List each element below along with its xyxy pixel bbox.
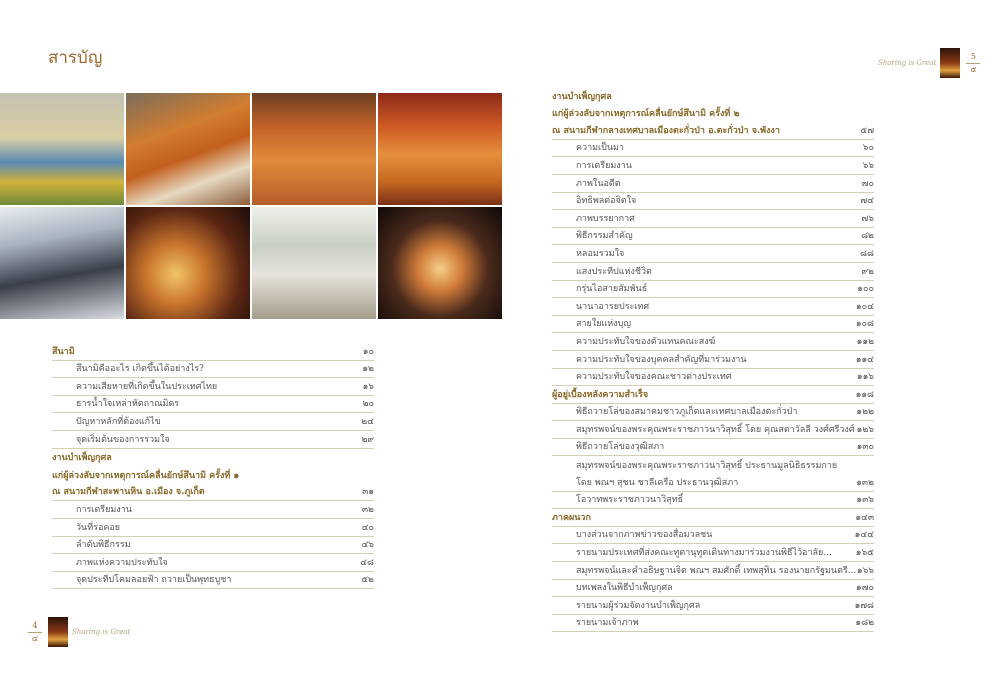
toc-entry-title: ความเสียหายที่เกิดขึ้นในประเทศไทย: [76, 381, 218, 392]
toc-entry-title: ปัญหาหลักที่ต้องแก้ไข: [76, 416, 161, 427]
toc-entry: [552, 157, 874, 175]
signature-text: Sharing is Great: [72, 628, 131, 636]
toc-entry-page: ๑๗๘: [854, 600, 874, 611]
toc-entry: [552, 351, 874, 369]
left-folio: [28, 617, 130, 647]
toc-entry-page: ๑๘๒: [855, 618, 874, 629]
toc-entry-title: แสงประทีปแห่งชีวิต: [576, 266, 652, 277]
toc-entry-title: งานบำเพ็ญกุศล: [552, 91, 612, 102]
toc-entry: [552, 281, 874, 299]
photo-monk-speaking: [126, 93, 250, 205]
page-num-thai: ๕: [970, 64, 977, 74]
toc-entry-page: ๑๖๖: [856, 565, 874, 576]
page-num-arabic: 5: [970, 51, 976, 61]
toc-entry-page: ๗๔: [860, 196, 874, 207]
toc-entry-title: งานบำเพ็ญกุศล: [52, 453, 112, 464]
toc-entry-page: ๗๐: [861, 178, 874, 189]
toc-entry: [52, 449, 374, 467]
signature-text: Sharing is Great: [878, 59, 937, 67]
toc-entry-title: รายนามผู้ร่วมจัดงานบำเพ็ญกุศล: [576, 600, 701, 611]
toc-entry-title: ความเป็นมา: [576, 143, 624, 154]
toc-entry-title: พิธีถวายโล่ของสมาคมชาวภูเก็ตและเทศบาลเมืองตะกั่วป่า: [576, 407, 798, 418]
page-num-arabic: 4: [32, 620, 38, 630]
toc-entry-title: จุดประทีปโคมลอยฟ้า ถวายเป็นพุทธบูชา: [76, 575, 232, 586]
toc-entry-page: ๕๗: [860, 125, 874, 136]
toc-entry: [552, 175, 874, 193]
toc-entry-page: ๓๑: [362, 487, 374, 498]
toc-entry-page: ๑๑๔: [855, 354, 874, 365]
toc-entry: [552, 474, 874, 492]
toc-entry: [52, 519, 374, 537]
toc-entry: [552, 298, 874, 316]
toc-entry: [552, 597, 874, 615]
photo-mourners: [252, 207, 376, 319]
toc-entry: [52, 466, 374, 484]
toc-entry: [52, 343, 374, 361]
toc-entry: [552, 87, 874, 105]
toc-entry-page: ๑๐๐: [857, 284, 874, 295]
toc-entry-title: ภาคผนวก: [552, 512, 591, 523]
toc-entry: [552, 193, 874, 211]
toc-entry-page: ๑๐: [362, 346, 374, 357]
toc-entry-title: สึนามิ: [52, 346, 75, 357]
toc-entry: [52, 396, 374, 414]
toc-entry-page: ๕๒: [361, 575, 374, 586]
folio-thumbnail: [940, 48, 960, 78]
toc-entry-title: ความประทับใจของตัวแทนคณะสงฆ์: [576, 336, 716, 347]
toc-entry-title: ภาพแห่งความประทับใจ: [76, 557, 168, 568]
toc-entry: [552, 580, 874, 598]
toc-entry-title: วันที่รอคอย: [76, 522, 121, 533]
toc-right-column: [552, 87, 874, 632]
toc-entry-title: ณ สนามกีฬากลางเทศบาลเมืองตะกั่วป่า อ.ตะกั่วป่า จ.พังงา: [552, 125, 780, 136]
toc-entry-title: ลำดับพิธีกรรม: [76, 540, 131, 551]
toc-entry-title: พิธีถวายโล่ของวุฒิสภา: [576, 442, 665, 453]
toc-entry: [52, 431, 374, 449]
photo-press-crowd: [0, 207, 124, 319]
toc-entry: [552, 527, 874, 545]
toc-entry-page: ๖๐: [862, 143, 874, 154]
toc-entry: [552, 333, 874, 351]
toc-entry-page: ๑๓๖: [856, 495, 874, 506]
toc-entry-title: การเตรียมงาน: [76, 504, 132, 515]
page-number-left: [28, 621, 42, 644]
toc-entry-title: ความประทับใจของคณะชาวต่างประเทศ: [576, 372, 732, 383]
toc-entry-page: ๒๙: [361, 434, 374, 445]
toc-entry-page: ๑๑๒: [856, 336, 874, 347]
toc-entry-page: ๑๖: [362, 381, 374, 392]
photo-ceremony-altar: [0, 93, 124, 205]
toc-entry-page: ๓๒: [361, 504, 374, 515]
page-num-thai: ๔: [31, 633, 39, 643]
page-title: สารบัญ: [48, 48, 103, 68]
toc-entry-page: ๑๗๐: [856, 583, 874, 594]
toc-entry: [552, 369, 874, 387]
toc-entry: [52, 554, 374, 572]
toc-entry: [552, 544, 874, 562]
toc-entry-title: ธารน้ำใจเหล่าหัตถาณมิตร: [76, 399, 180, 410]
toc-entry-page: ๑๖๕: [855, 548, 874, 559]
toc-entry: [552, 562, 874, 580]
toc-entry: [52, 361, 374, 379]
toc-entry-title: แก่ผู้ล่วงลับจากเหตุการณ์คลื่นยักษ์สึนามิ ครั้งที่ ๑: [52, 470, 240, 481]
toc-entry-title: แก่ผู้ล่วงลับจากเหตุการณ์คลื่นยักษ์สึนามิ ครั้งที่ ๒: [552, 109, 740, 120]
toc-entry-page: ๑๒: [362, 364, 374, 375]
toc-entry: [552, 210, 874, 228]
toc-entry: [552, 439, 874, 457]
toc-entry: [552, 509, 874, 527]
toc-entry: [552, 404, 874, 422]
toc-entry: [552, 245, 874, 263]
toc-entry: [552, 316, 874, 334]
photo-stadium-monks: [378, 93, 502, 205]
toc-entry: [552, 105, 874, 123]
toc-entry-title: รายนามประเทศที่ส่งคณะทูตานุทูตเดินทางมาร่วมงานพิธีไว้อาลัย...: [576, 548, 832, 559]
toc-entry-title: รายนามเจ้าภาพ: [576, 618, 639, 629]
toc-entry-page: ๙๒: [861, 266, 874, 277]
toc-left-column: [52, 343, 374, 589]
toc-entry: [552, 492, 874, 510]
toc-entry: [52, 572, 374, 590]
toc-entry-page: ๑๑๖: [856, 372, 874, 383]
toc-entry-page: ๑๒๖: [856, 424, 874, 435]
toc-entry: [552, 456, 874, 474]
toc-entry-title: ความประทับใจของบุคคลสำคัญที่มาร่วมงาน: [576, 354, 747, 365]
right-folio: [878, 48, 980, 78]
toc-entry: [52, 537, 374, 555]
toc-entry-title: สายใยแห่งบุญ: [576, 319, 631, 330]
toc-entry-title: พิธีกรรมสำคัญ: [576, 231, 633, 242]
toc-entry: [552, 421, 874, 439]
toc-entry-page: ๘๒: [861, 231, 874, 242]
toc-entry: [552, 140, 874, 158]
toc-entry-title: ภาพในอดีต: [576, 178, 621, 189]
toc-entry: [52, 413, 374, 431]
page-number-right: [966, 52, 980, 75]
toc-entry-page: ๑๔๔: [854, 530, 874, 541]
toc-entry-title: สึนามิคืออะไร เกิดขึ้นได้อย่างไร?: [76, 364, 204, 375]
folio-thumbnail: [48, 617, 68, 647]
toc-entry-page: ๑๔๓: [855, 512, 874, 523]
toc-entry-page: ๔๐: [361, 522, 374, 533]
toc-entry-page: ๑๑๘: [855, 389, 874, 400]
toc-entry-title: โอวาทพระราชภาวนาวิสุทธิ์: [576, 495, 684, 506]
toc-entry-title: บางส่วนจากภาพข่าวของสื่อมวลชน: [576, 530, 713, 541]
toc-entry-page: ๑๓๒: [856, 477, 874, 488]
toc-entry-title: บทเพลงในพิธีบำเพ็ญกุศล: [576, 583, 673, 594]
toc-entry-title: หลอมรวมใจ: [576, 248, 625, 259]
toc-entry-title: ณ สนามกีฬาสะพานหิน อ.เมือง จ.ภูเก็ต: [52, 487, 205, 498]
toc-entry: [52, 378, 374, 396]
toc-entry-page: ๑๐๔: [855, 301, 874, 312]
toc-entry: [552, 263, 874, 281]
toc-entry-title: จุดเริ่มต้นของการรวมใจ: [76, 434, 170, 445]
toc-entry-page: ๒๔: [361, 416, 374, 427]
toc-entry-title: กรุ่นไอสายสัมพันธ์: [576, 284, 648, 295]
toc-entry-title: ผู้อยู่เบื้องหลังความสำเร็จ: [552, 389, 649, 400]
toc-entry-page: ๗๖: [861, 213, 874, 224]
toc-entry-title: สมุทรพจน์ของพระคุณพระราชภาวนาวิสุทธิ์ โดย คุณสตาวัลลี วงศ์ศรีวงศ์: [576, 424, 855, 435]
photo-memorial-lights: [378, 207, 502, 319]
toc-entry-title: สมุทรพจน์และคำอธิษฐานจิต พณฯ สมศักดิ์ เทพสุทิน รองนายกรัฐมนตรี...: [576, 565, 857, 576]
toc-entry-page: ๔๖: [361, 540, 374, 551]
toc-entry-title: โดย พณฯ สุชน ชาลีเครือ ประธานวุฒิสภา: [576, 477, 739, 488]
toc-entry-page: ๑๐๘: [855, 319, 874, 330]
toc-entry-title: อิทธิพลต่อจิตใจ: [576, 196, 637, 207]
toc-entry-title: สมุทรพจน์ของพระคุณพระราชภาวนาวิสุทธิ์ ประธานมูลนิธิธรรมกาย: [576, 461, 838, 472]
toc-entry-page: ๑๒๒: [856, 407, 874, 418]
toc-entry: [552, 228, 874, 246]
toc-entry-title: ภาพบรรยากาศ: [576, 213, 635, 224]
toc-entry: [552, 615, 874, 633]
toc-entry: [52, 501, 374, 519]
toc-entry-page: ๔๘: [360, 557, 374, 568]
toc-entry-page: ๑๓๐: [856, 442, 874, 453]
toc-entry-title: นานาอารยประเทศ: [576, 301, 650, 312]
toc-entry-page: ๖๖: [862, 160, 874, 171]
toc-entry-page: ๘๘: [860, 248, 874, 259]
toc-entry: [52, 484, 374, 502]
toc-entry: [552, 122, 874, 140]
photo-monks-seated: [252, 93, 376, 205]
toc-entry: [552, 386, 874, 404]
toc-entry-page: ๒๐: [362, 399, 374, 410]
photo-lanterns-night: [126, 207, 250, 319]
toc-entry-title: การเตรียมงาน: [576, 160, 632, 171]
photo-grid: [0, 93, 500, 319]
